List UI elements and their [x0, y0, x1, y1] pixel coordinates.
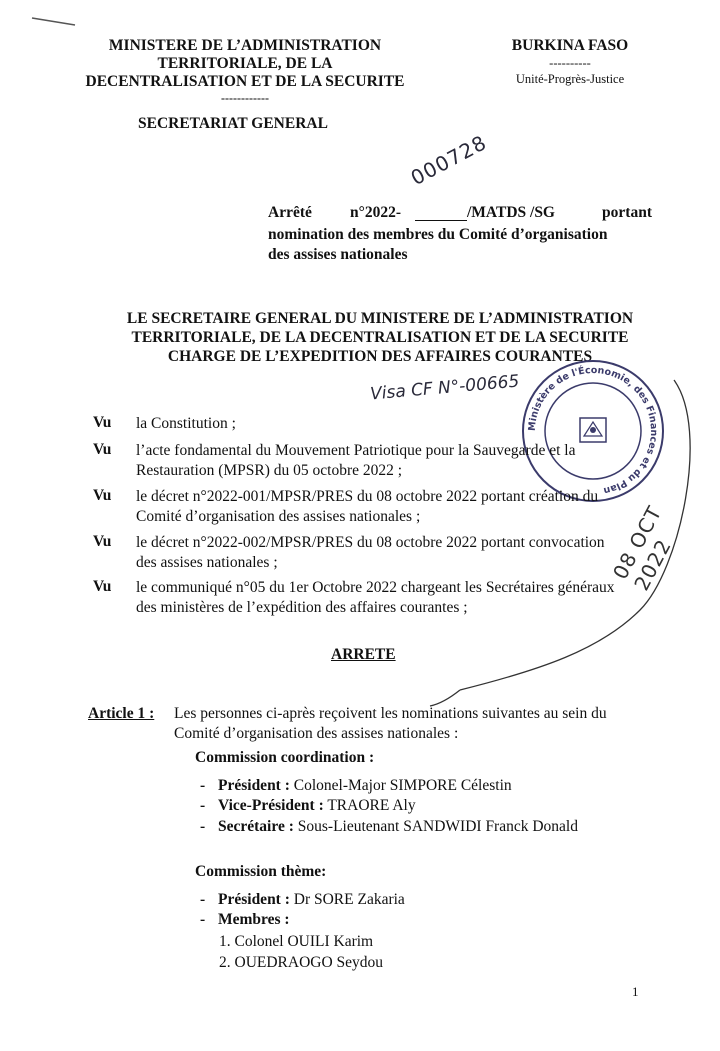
vu-item-1 — [136, 414, 656, 434]
theme-members-row — [218, 911, 290, 929]
article-1-line-2: Comité d’organisation des assises nationales : — [174, 725, 459, 742]
vu-item-5 — [136, 578, 656, 618]
visa-note: Visa CF N°-00665 — [369, 371, 521, 405]
person-name: TRAORE Aly — [327, 797, 416, 814]
decree-word-portant: portant — [602, 204, 652, 221]
main-title-line-2: TERRITORIALE, DE LA DECENTRALISATION ET DE LA SECURITE — [131, 329, 629, 346]
commission-coordination-heading: Commission coordination : — [195, 749, 375, 766]
stamp-ring-text: Ministère de l'Économie, des Finances et du Plan — [526, 364, 660, 497]
theme-president-row — [218, 891, 405, 909]
role-president: Président : — [218, 891, 290, 908]
vu-item-5-line-1: le communiqué n°05 du 1er Octobre 2022 chargeant les Secrétaires généraux — [136, 579, 615, 596]
list-bullet: - — [200, 777, 206, 794]
vu-item-5-line-2: des ministères de l’expédition des affaires courantes ; — [136, 599, 468, 616]
list-bullet: - — [200, 911, 206, 928]
scratch-mark — [30, 10, 80, 30]
list-bullet: - — [200, 891, 206, 908]
role-vice-president: Vice-Président : — [218, 797, 324, 814]
vu-item-3 — [136, 487, 656, 527]
decree-line-3: des assises nationales — [268, 246, 408, 263]
member-item: 1. Colonel OUILI Karim — [219, 933, 374, 950]
secretariat-general: SECRETARIAT GENERAL — [138, 115, 328, 132]
decree-word-arrete: Arrêté — [268, 204, 312, 221]
handwritten-decree-number: 000728 — [406, 130, 491, 190]
vu-label-4: Vu — [93, 533, 112, 550]
page-number: 1 — [632, 984, 639, 999]
person-name: Colonel-Major SIMPORE Célestin — [293, 777, 512, 794]
arrete-heading: ARRETE — [331, 646, 396, 663]
ministry-line-2: TERRITORIALE, DE LA — [157, 55, 333, 72]
member-item: 2. OUEDRAOGO Seydou — [219, 954, 384, 971]
list-bullet: - — [200, 818, 206, 835]
country-name: BURKINA FASO — [511, 37, 629, 54]
decree-line-1 — [268, 203, 652, 225]
article-1-text — [174, 704, 654, 744]
decree-number-blank — [415, 220, 467, 221]
vu-item-1-line-1: la Constitution ; — [136, 415, 236, 432]
decree-line-2: nomination des membres du Comité d’organisation — [268, 226, 608, 243]
vu-item-3-line-2: Comité d’organisation des assises nationales ; — [136, 508, 421, 525]
vu-item-4 — [136, 533, 656, 573]
vu-label-2: Vu — [93, 441, 112, 458]
decree-reference: /MATDS /SG — [467, 204, 555, 221]
coordination-row-2 — [218, 797, 416, 815]
ministry-separator: ------------ — [221, 91, 269, 105]
coordination-row-3 — [218, 818, 578, 836]
vu-item-4-line-1: le décret n°2022-002/MPSR/PRES du 08 octobre 2022 portant convocation — [136, 534, 605, 551]
decree-title — [268, 203, 652, 265]
vu-label-5: Vu — [93, 578, 112, 595]
person-name: Sous-Lieutenant SANDWIDI Franck Donald — [297, 818, 578, 835]
vu-item-2-line-2: Restauration (MPSR) du 05 octobre 2022 ; — [136, 462, 403, 479]
person-name: Dr SORE Zakaria — [293, 891, 405, 908]
national-motto: Unité-Progrès-Justice — [515, 72, 625, 86]
vu-item-3-line-1: le décret n°2022-001/MPSR/PRES du 08 octobre 2022 portant création du — [136, 488, 599, 505]
vu-item-2-line-1: l’acte fondamental du Mouvement Patriotique pour la Sauvegarde et la — [136, 442, 576, 459]
ministry-line-3: DECENTRALISATION ET DE LA SECURITE — [85, 73, 405, 90]
country-header — [495, 37, 645, 87]
coordination-row-1 — [218, 777, 512, 795]
ministry-line-1: MINISTERE DE L’ADMINISTRATION — [108, 37, 382, 54]
article-1-line-1: Les personnes ci-après reçoivent les nominations suivantes au sein du — [174, 705, 607, 722]
article-1-label: Article 1 : — [88, 705, 155, 722]
members-label: Membres : — [218, 911, 290, 928]
country-separator: ---------- — [549, 56, 591, 70]
stamp-date: 08 OCT 2022 — [608, 501, 677, 595]
vu-item-4-line-2: des assises nationales ; — [136, 554, 278, 571]
vu-label-3: Vu — [93, 487, 112, 504]
list-bullet: - — [200, 797, 206, 814]
ministry-header — [60, 37, 430, 105]
decree-number-prefix: n°2022- — [350, 204, 401, 221]
role-president: Président : — [218, 777, 290, 794]
vu-item-2 — [136, 441, 656, 481]
role-secretary: Secrétaire : — [218, 818, 294, 835]
commission-theme-heading: Commission thème: — [195, 863, 327, 880]
members-list — [219, 931, 383, 973]
vu-label-1: Vu — [93, 414, 112, 431]
main-title-line-1: LE SECRETAIRE GENERAL DU MINISTERE DE L’ADMINISTRATION — [126, 310, 634, 327]
main-title-line-3: CHARGE DE L’EXPEDITION DES AFFAIRES COURANTES — [167, 348, 593, 365]
